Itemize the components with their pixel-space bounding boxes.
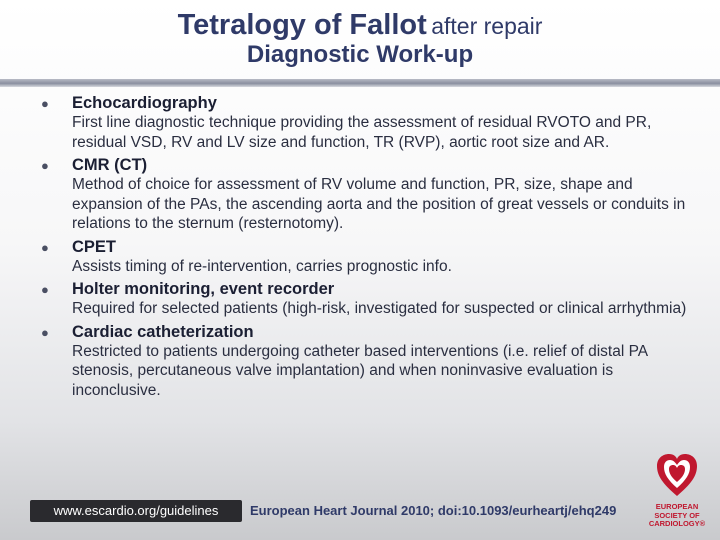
- title-divider: [0, 79, 720, 87]
- bullet-heading: Cardiac catheterization: [72, 322, 254, 341]
- bullet-body: Restricted to patients undergoing catheter based interventions (i.e. relief of distal PA stenosis, percutaneous valve implantation) and when noninvasive evaluation is inconclusive.: [72, 342, 648, 399]
- bullet-dot-icon: ●: [41, 96, 49, 111]
- esc-heart-logo-icon: [655, 452, 699, 498]
- bullet-body: Method of choice for assessment of RV volume and function, PR, size, shape and expansion of the PAs, the ascending aorta and the position of great vessels or conduits in relations to the sternum (resternotomy).: [72, 176, 686, 232]
- esc-logo-line2: SOCIETY OF: [654, 510, 700, 520]
- bullet-heading: CMR (CT): [72, 156, 148, 174]
- esc-logo: [640, 452, 714, 536]
- bullet-item-cmr: [32, 155, 692, 234]
- bullet-body: First line diagnostic technique providing the assessment of residual RVOTO and PR, residual VSD, RV and LV size and function, TR (RVP), aortic root size and AR.: [72, 114, 652, 151]
- guidelines-link[interactable]: www.escardio.org/guidelines: [30, 500, 242, 522]
- bullet-dot-icon: ●: [41, 324, 49, 340]
- bullet-body: Required for selected patients (high-risk, investigated for suspected or clinical arrhythmia): [72, 300, 687, 317]
- bullet-dot-icon: ●: [41, 239, 49, 255]
- bullet-item-catheterization: [32, 322, 692, 401]
- bullet-heading: CPET: [72, 237, 117, 256]
- title-sub: after repair: [431, 13, 543, 39]
- esc-logo-line1: EUROPEAN: [655, 502, 699, 511]
- bullet-heading: Echocardiography: [72, 94, 217, 112]
- title-main: Tetralogy of Fallot: [177, 9, 427, 41]
- bullet-dot-icon: ●: [41, 158, 49, 173]
- bullet-dot-icon: ●: [41, 282, 49, 297]
- bullet-list: [32, 93, 692, 403]
- bullet-body: Assists timing of re-intervention, carries prognostic info.: [72, 257, 452, 275]
- slide-title-area: [0, 0, 720, 78]
- esc-logo-line3: CARDIOLOGY®: [648, 519, 706, 528]
- bullet-item-cpet: [32, 237, 692, 277]
- slide-subtitle: Diagnostic Work-up: [246, 41, 474, 68]
- bullet-heading: Holter monitoring, event recorder: [72, 280, 335, 298]
- bullet-item-holter: [32, 279, 692, 319]
- journal-reference: European Heart Journal 2010; doi:10.1093/eurheartj/ehq249: [250, 503, 617, 518]
- bullet-item-echocardiography: [32, 93, 692, 152]
